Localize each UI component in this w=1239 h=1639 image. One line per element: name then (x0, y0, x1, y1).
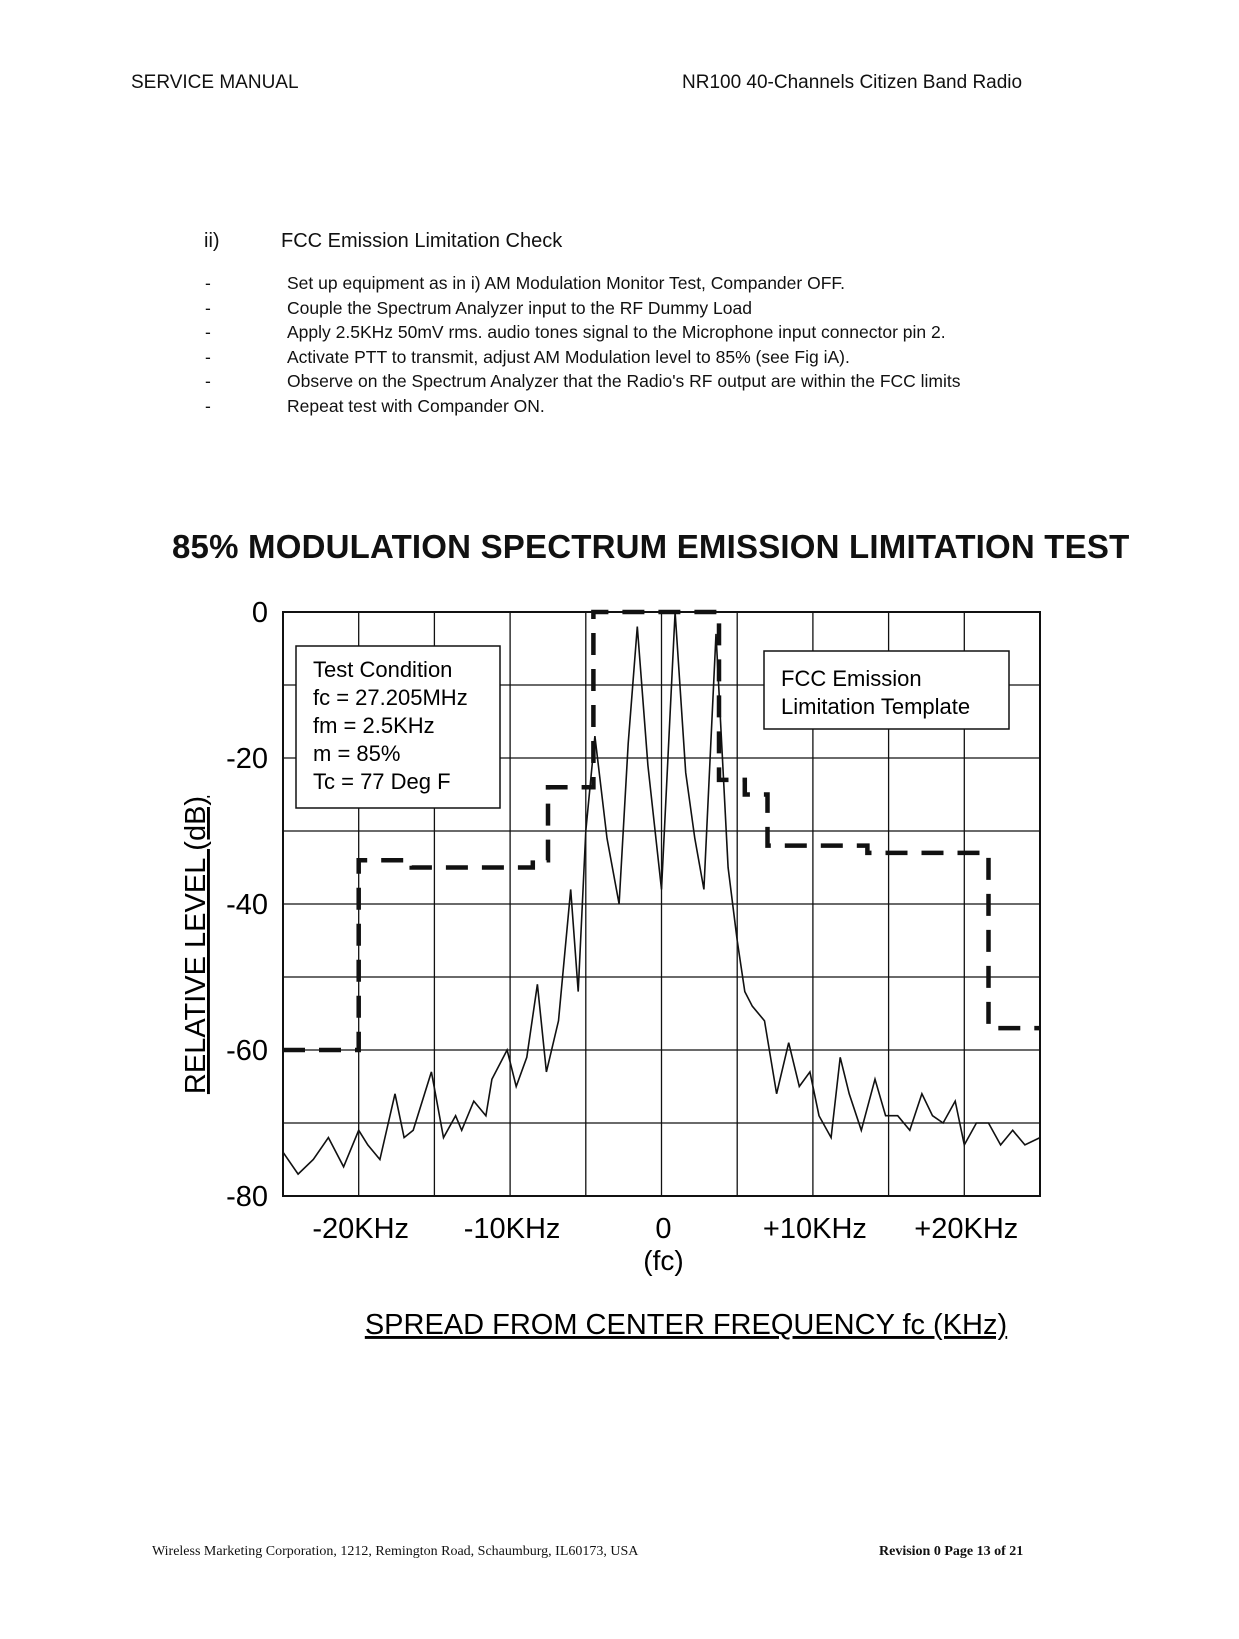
x-tick-label: +10KHz (762, 1213, 867, 1245)
test-condition-fc: fc = 27.205MHz (313, 685, 468, 710)
step-text: Apply 2.5KHz 50mV rms. audio tones signal to the Microphone input connector pin 2. (287, 322, 946, 343)
spectrum-chart (0, 590, 1239, 1350)
test-condition-tc: Tc = 77 Deg F (313, 769, 451, 794)
bullet-dash: - (205, 346, 211, 367)
footer-address: Wireless Marketing Corporation, 1212, Remington Road, Schaumburg, IL60173, USA (152, 1544, 639, 1559)
y-tick-label: -80 (226, 1181, 268, 1213)
x-tick-label: -10KHz (463, 1213, 561, 1245)
bullet-dash: - (205, 273, 211, 293)
header-left: SERVICE MANUAL (131, 72, 299, 93)
y-tick-label: -20 (226, 743, 268, 775)
footer-page: Revision 0 Page 13 of 21 (879, 1544, 1024, 1559)
test-condition-m: m = 85% (313, 741, 401, 766)
center-frequency-label: (fc) (643, 1245, 684, 1276)
bullet-dash: - (205, 297, 211, 318)
section-number: ii) (204, 230, 220, 252)
step-text: Couple the Spectrum Analyzer input to the RF Dummy Load (287, 297, 752, 318)
fcc-legend-box (764, 651, 1009, 729)
fcc-legend-line2: Limitation Template (781, 694, 971, 719)
y-axis-label: RELATIVE LEVEL (dB) (180, 795, 212, 1095)
test-condition-fm: fm = 2.5KHz (313, 713, 435, 738)
y-axis-ticks (226, 597, 268, 1213)
test-condition-box (296, 646, 500, 808)
x-tick-label: 0 (655, 1213, 672, 1245)
step-text: Set up equipment as in i) AM Modulation Monitor Test, Compander OFF. (287, 273, 846, 293)
y-tick-label: 0 (251, 597, 268, 629)
bullet-dash: - (205, 395, 211, 416)
x-tick-label: -20KHz (312, 1213, 410, 1245)
x-tick-label: +20KHz (914, 1213, 1019, 1245)
chart-title: 85% MODULATION SPECTRUM EMISSION LIMITATION TEST (172, 528, 1130, 565)
x-axis-ticks (312, 1213, 1018, 1245)
section-title: FCC Emission Limitation Check (281, 230, 563, 252)
fcc-legend-line1: FCC Emission (781, 666, 922, 691)
y-tick-label: -60 (226, 1035, 268, 1067)
y-tick-label: -40 (226, 889, 268, 921)
bullet-dash: - (205, 371, 211, 392)
header-right: NR100 40-Channels Citizen Band Radio (682, 72, 1023, 93)
bullet-dash: - (205, 322, 211, 343)
x-axis-label: SPREAD FROM CENTER FREQUENCY fc (KHz) (364, 1309, 1008, 1341)
test-condition-heading: Test Condition (313, 657, 453, 682)
step-text: Repeat test with Compander ON. (287, 395, 545, 416)
step-text: Activate PTT to transmit, adjust AM Modulation level to 85% (see Fig iA). (287, 346, 850, 367)
step-text: Observe on the Spectrum Analyzer that the Radio's RF output are within the FCC limits (287, 371, 961, 392)
